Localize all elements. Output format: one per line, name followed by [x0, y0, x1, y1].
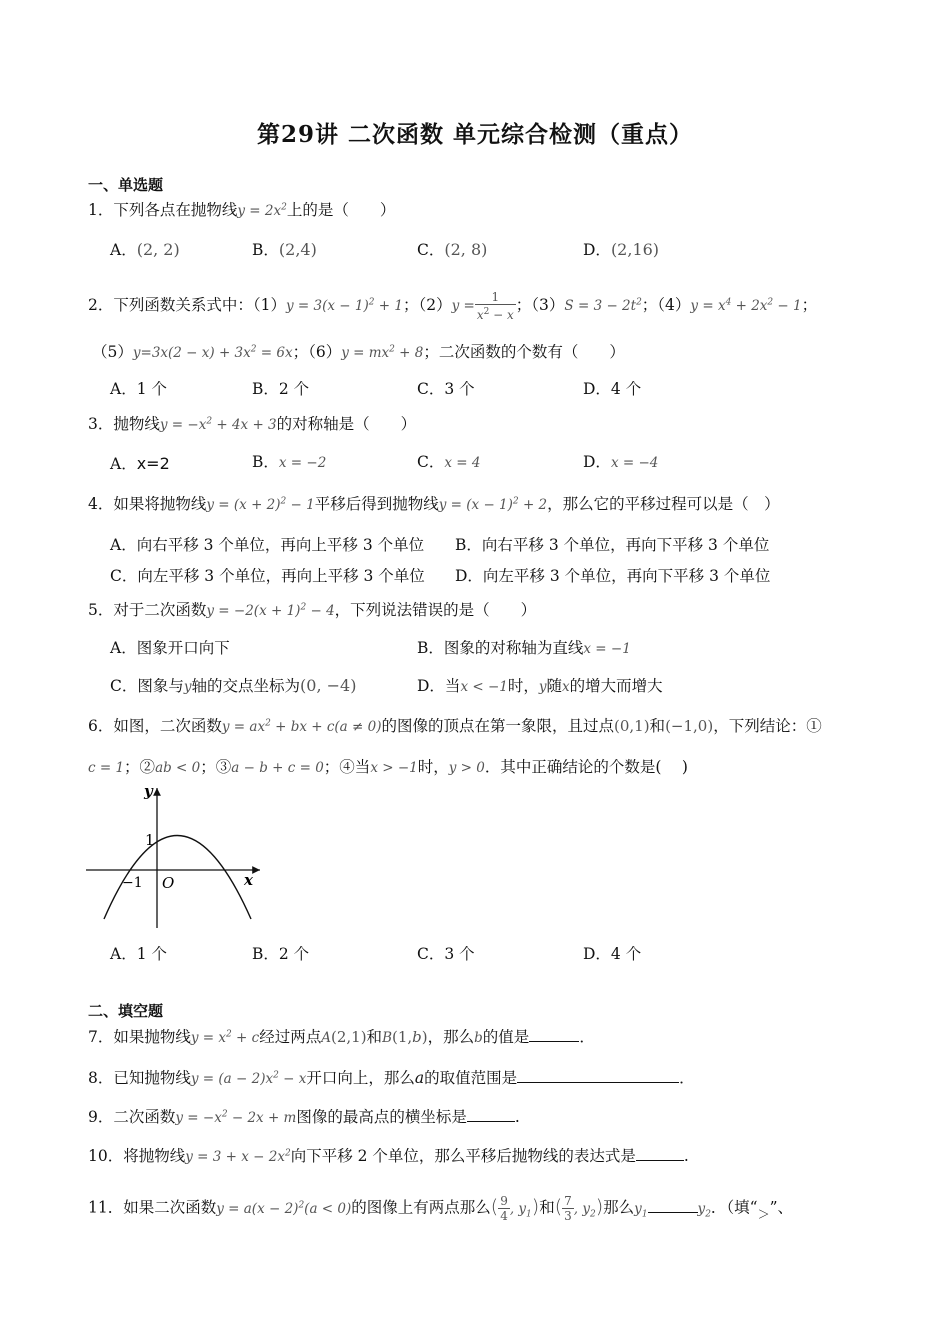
- question-4: 4．如果将抛物线$y = (x + 2)^2 - 1$平移后得到抛物线$y = (x - 1)^2 + 2$，那么它的平移过程可以是（ ）: [88, 495, 780, 513]
- q3-option-a: A．x=2: [110, 454, 170, 473]
- q6-option-b: B．2 个: [252, 945, 310, 963]
- section-heading-single-choice: 一、单选题: [88, 176, 164, 194]
- q1-option-d: D．(2,16): [583, 240, 660, 259]
- answer-blank[interactable]: [636, 1146, 684, 1161]
- q2-option-b: B．2 个: [252, 380, 310, 398]
- q5-option-c: C．图象与y轴的交点坐标为(0, −4): [110, 676, 357, 695]
- q3-option-c: C．x = 4: [417, 453, 481, 471]
- section-heading-fill-blank: 二、填空题: [88, 1002, 164, 1020]
- q4-option-d: D．向左平移 3 个单位，再向下平移 3 个单位: [455, 567, 771, 585]
- answer-blank[interactable]: [529, 1027, 579, 1042]
- q1-option-c: C．(2, 8): [417, 240, 488, 259]
- q3-option-b: B．x = −2: [252, 453, 327, 471]
- question-7: 7．如果抛物线$y = x^2 + c$经过两点A(2,1)和B(1,b)，那么b的值是 ．: [88, 1028, 595, 1046]
- x-intercept-label: −1: [122, 875, 143, 891]
- origin-label: O: [162, 874, 175, 892]
- q6-option-c: C．3 个: [417, 945, 475, 963]
- x-axis-label: x: [244, 871, 253, 889]
- question-2-line-2: $(5)y=3x(2 - x) + 3x^2 = 6x$；$(6)y = mx^2 + 8$；二次函数的个数有（ ）: [92, 343, 625, 361]
- answer-blank[interactable]: [648, 1198, 698, 1213]
- answer-blank[interactable]: [467, 1107, 515, 1122]
- formula: $y = 2x^2$: [237, 202, 287, 219]
- parabola-graph: [84, 782, 264, 932]
- q1-option-b: B．(2,4): [252, 240, 317, 259]
- q5-option-b: B．图象的对称轴为直线x = −1: [417, 639, 631, 657]
- answer-blank[interactable]: [517, 1068, 679, 1083]
- q2-option-d: D．4 个: [583, 380, 642, 398]
- question-3: 3．抛物线$y = -x^2 + 4x + 3$的对称轴是（ ）: [88, 415, 417, 433]
- question-2-line-1: 2．下列函数关系式中：$(1)y = 3(x - 1)^2 + 1$；（2）y = $\frac{1}{x^2 - x}$ ；$(3)S = 3 - 2t^2$；$(4)y = x^4 + 2x^2 - 1$；: [88, 290, 818, 322]
- q6-option-a: A．1 个: [110, 945, 167, 963]
- question-1: 1．下列各点在抛物线$y = 2x^2$上的是（ ）: [88, 201, 396, 219]
- q5-option-a: A．图象开口向下: [110, 639, 230, 657]
- page-title: 第29讲 二次函数 单元综合检测（重点）: [256, 121, 694, 148]
- q2-option-a: A．1 个: [110, 380, 167, 398]
- question-11: 11．如果二次函数$y = a(x - 2)^2(a < 0)$的图像上有两点那么( $\frac{9}{4}$ , $y_1$)和( $\frac{7}{3}$ , $y_2$)那么$y_1$ $y_2$．（填“$_>$”、: [88, 1194, 794, 1223]
- q6-option-d: D．4 个: [583, 945, 642, 963]
- q4-option-c: C．向左平移 3 个单位，再向上平移 3 个单位: [110, 567, 425, 585]
- q4-option-a: A．向右平移 3 个单位，再向上平移 3 个单位: [110, 536, 425, 554]
- question-6-line-1: 6．如图，二次函数$y = ax^2$ + bx + c(a ≠ 0)的图像的顶点在第一象限，且过点(0,1)和(−1,0)，下列结论：①: [88, 717, 822, 735]
- question-8: 8．已知抛物线$y = (a - 2)x^2 - x$开口向上，那么a的取值范围是 ．: [88, 1069, 695, 1087]
- q1-option-a: A．(2, 2): [110, 240, 180, 259]
- y-axis-label: y: [144, 782, 153, 800]
- question-9: 9．二次函数$y = -x^2 - 2x + m$图像的最高点的横坐标是 .: [88, 1108, 520, 1126]
- q4-option-b: B．向右平移 3 个单位，再向下平移 3 个单位: [455, 536, 770, 554]
- q2-option-c: C．3 个: [417, 380, 475, 398]
- y-intercept-label: 1: [145, 831, 155, 849]
- q3-option-d: D．x = −4: [583, 453, 659, 471]
- question-5: 5．对于二次函数$y = -2(x + 1)^2 - 4$，下列说法错误的是（ ）: [88, 601, 537, 619]
- question-10: 10．将抛物线$y = 3 + x - 2x^2$向下平移 2 个单位，那么平移后抛物线的表达式是 .: [88, 1147, 689, 1165]
- question-6-line-2: c = 1；②ab < 0；③a − b + c = 0；④当x > −1时，y > 0．其中正确结论的个数是( ): [88, 758, 688, 776]
- q5-option-d: D．当x < −1时，y随x的增大而增大: [417, 677, 663, 695]
